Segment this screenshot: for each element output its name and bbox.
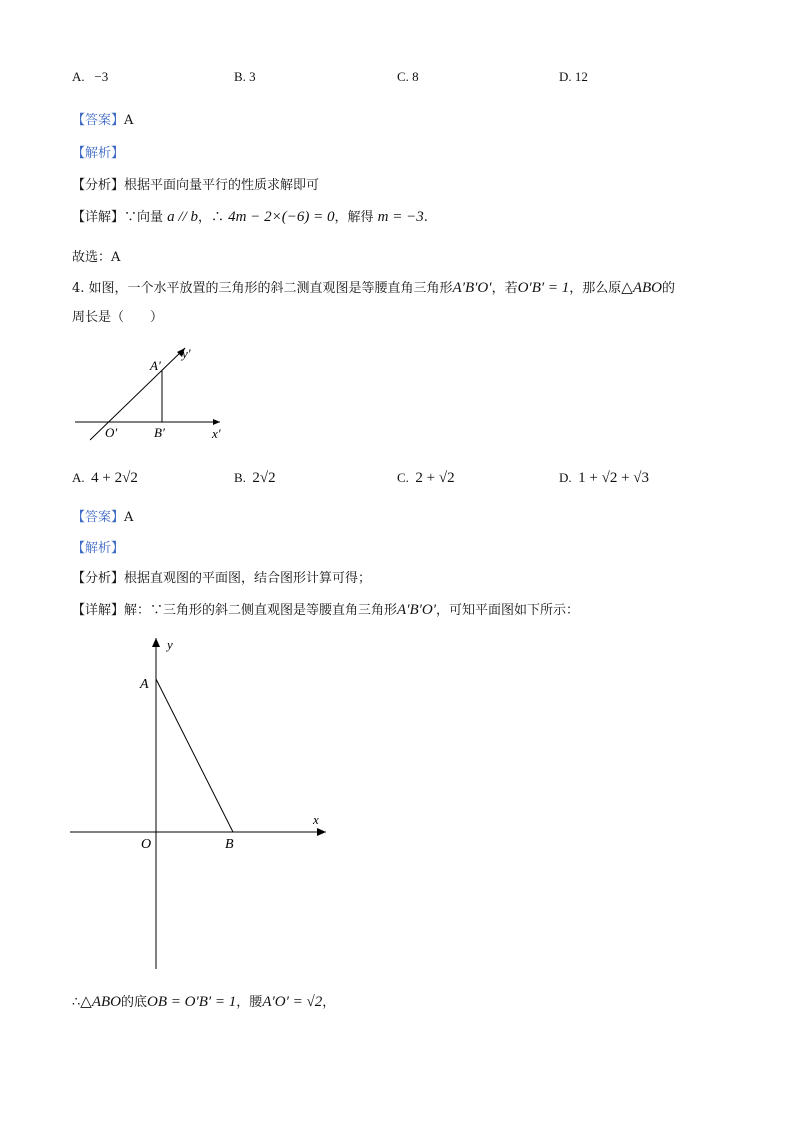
q4-figure-plane <box>68 634 338 974</box>
q4-conclusion: ∴△ABO的底OB = O′B′ = 1，腰A′O′ = √2， <box>72 994 336 1010</box>
label-a: A <box>140 677 149 692</box>
q4-question-line2: 周长是（ ） <box>72 310 164 325</box>
x-arrow-icon <box>317 828 326 836</box>
q4-question-line1: 4. 如图，一个水平放置的三角形的斜二测直观图是等腰直角三角形A′B′O′，若O′B′ = 1，那么原△ABO的 <box>72 280 675 296</box>
label-b-prime: B′ <box>154 425 165 440</box>
label-o-prime: O′ <box>105 425 118 440</box>
q4-option-a: A. 4 + 2√2 <box>72 470 138 486</box>
q4-option-d: D. 1 + √2 + √3 <box>559 470 650 486</box>
q3-option-b: B. 3 <box>234 69 256 84</box>
q4-option-c: C. 2 + √2 <box>397 470 455 486</box>
q3-fenxi: 【分析】根据平面向量平行的性质求解即可 <box>72 178 320 193</box>
q3-choose: 故选：A <box>72 250 121 265</box>
label-x: x <box>313 812 319 827</box>
a-b-segment <box>156 679 233 832</box>
q3-option-d: D. 12 <box>559 69 588 84</box>
y-arrow-icon <box>152 638 160 647</box>
q3-option-c: C. 8 <box>397 69 419 84</box>
q3-detail: 【详解】∵向量 a // b，∴ 4m − 2×(−6) = 0，解得 m = −3. <box>72 209 428 225</box>
label-y: y <box>167 637 173 652</box>
label-o: O <box>141 837 152 852</box>
x-arrow-icon <box>213 419 220 425</box>
q4-detail: 【详解】解：∵三角形的斜二侧直观图是等腰直角三角形A′B′O′，可知平面图如下所示： <box>72 602 580 618</box>
q4-answer: 【答案】A <box>72 510 134 525</box>
q3-analysis-tag: 【解析】 <box>72 146 125 161</box>
q4-fenxi: 【分析】根据直观图的平面图，结合图形计算可得； <box>72 571 372 586</box>
q4-option-b: B. 2√2 <box>234 470 276 486</box>
q4-analysis-tag: 【解析】 <box>72 541 125 556</box>
label-y-prime: y′ <box>182 346 191 361</box>
q4-figure-oblique <box>70 340 230 450</box>
label-a-prime: A′ <box>150 358 161 373</box>
q3-option-a: A. −3 <box>72 69 109 84</box>
label-b: B <box>225 837 234 852</box>
q3-answer: 【答案】A <box>72 113 134 128</box>
label-x-prime: x′ <box>212 426 221 441</box>
